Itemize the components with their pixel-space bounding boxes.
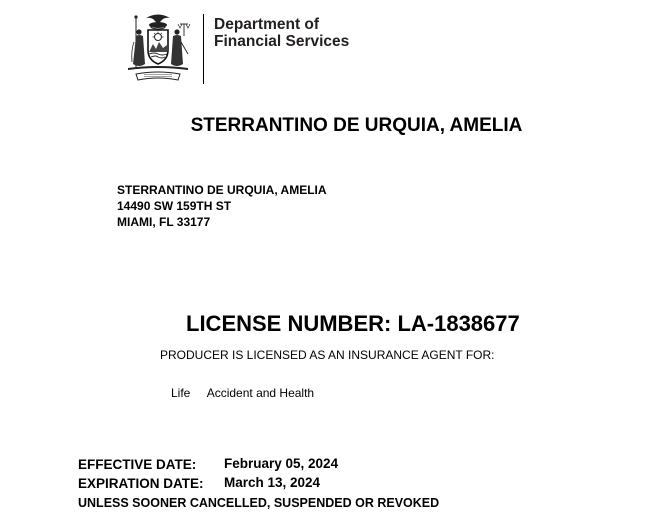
expiration-date-value: March 13, 2024 — [224, 475, 321, 490]
address-city-state-zip: MIAMI, FL 33177 — [117, 215, 211, 229]
address-name: STERRANTINO DE URQUIA, AMELIA — [117, 183, 327, 197]
line-of-authority-life: Life — [171, 386, 191, 400]
mailing-address — [117, 182, 327, 230]
address-street: 14490 SW 159TH ST — [117, 199, 232, 213]
department-name-line2: Financial Services — [214, 33, 350, 50]
effective-date-value: February 05, 2024 — [224, 456, 339, 471]
department-name — [214, 16, 349, 50]
validity-disclaimer: UNLESS SOONER CANCELLED, SUSPENDED OR REVOKED — [78, 496, 440, 510]
licensee-title: STERRANTINO DE URQUIA, AMELIA — [190, 115, 523, 136]
expiration-date-label: EXPIRATION DATE: — [78, 476, 204, 491]
lines-of-authority — [171, 386, 314, 400]
line-of-authority-accident-health: Accident and Health — [206, 386, 315, 400]
license-number: LICENSE NUMBER: LA-1838677 — [186, 311, 520, 336]
new-york-state-seal-icon — [122, 12, 194, 82]
header-divider — [203, 14, 204, 84]
department-name-line1: Department of — [214, 16, 320, 33]
effective-date-label: EFFECTIVE DATE: — [78, 457, 197, 472]
producer-statement: PRODUCER IS LICENSED AS AN INSURANCE AGENT FOR: — [160, 348, 495, 362]
